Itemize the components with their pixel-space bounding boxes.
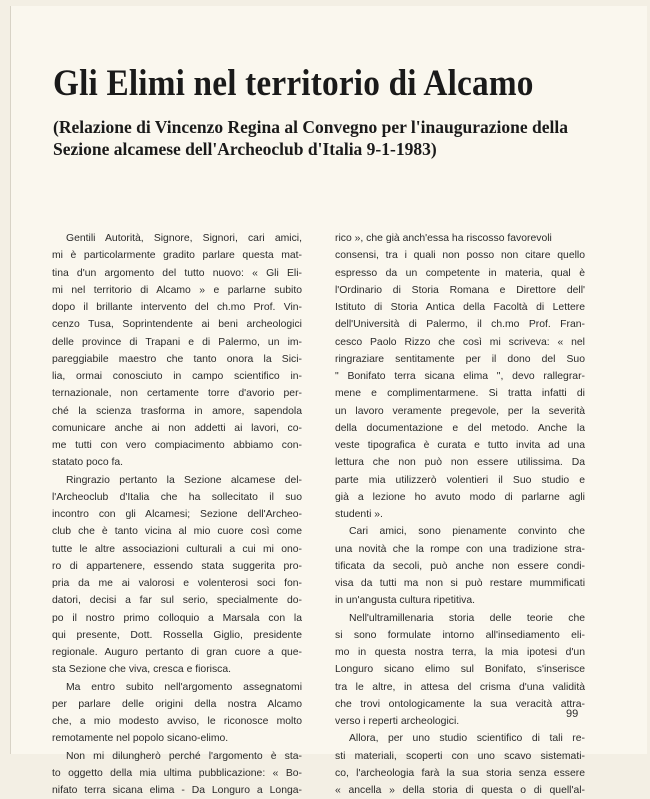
page-number: 99 <box>566 708 579 720</box>
text-line: si sono formulate intorno all'insediamento eli- <box>335 629 585 641</box>
text-line: pria da me ai valorosi e volenterosi soci fon- <box>52 578 302 589</box>
text-line: nifato terra sicana elima - Da Longuro a Longa- <box>52 785 302 796</box>
article-title: Gli Elimi nel territorio di Alcamo <box>53 63 534 104</box>
text-line: ro di appartenere, essendo stata suggerita pro- <box>52 560 302 572</box>
text-line: qui presente, Dott. Rossella Giglio, presidente <box>52 629 302 641</box>
text-line: espresso da un competente in materia, qual è <box>335 267 585 279</box>
text-line: dell'Università di Palermo, il ch.mo Prof. Fran- <box>335 319 585 331</box>
text-line: co, l'archeologia farà la sua storia senza essere <box>335 767 585 779</box>
text-line: mene e complimentarmene. Si tratta infatti di <box>335 388 585 400</box>
text-line: club che è tanto vicina al mio cuore così come <box>52 526 302 538</box>
text-line: pareggiabile maestro che tanto onora la Sici- <box>52 353 302 365</box>
text-line: che, a mio modesto avviso, le riconosce molto <box>52 716 302 727</box>
text-line: dopo il brillante intervento del ch.mo Prof. Vin- <box>52 302 302 313</box>
text-line: della documentazione e del metodo. Anche la <box>335 422 585 434</box>
text-line: tra le altre, in attesa del crisma d'una validità <box>335 681 585 693</box>
text-line: « ancella » della storia di questa o di quell'al- <box>335 785 585 796</box>
text-line: consensi, tra i quali non posso non citare quello <box>335 250 585 262</box>
text-line: " Bonifato terra sicana elima ", devo rallegrar- <box>335 371 585 382</box>
text-line: visa da tutti ma non si può restare mummificati <box>335 578 585 589</box>
text-line: cenzo Tusa, Soprintendente ai beni archeologici <box>52 319 302 331</box>
text-line: Longuro sicano elimo sul Bonifato, s'inserisce <box>335 664 585 676</box>
text-line: delle province di Trapani e di Palermo, un im- <box>52 336 302 348</box>
text-line: tina d'un argomento del tutto nuovo: « Gli Eli- <box>52 267 302 279</box>
subtitle-line: Sezione alcamese dell'Archeoclub d'Italia 9-1-1983) <box>53 139 437 159</box>
text-line: in un'angusta cultura ripetitiva. <box>335 595 476 607</box>
right-text-column <box>335 230 585 799</box>
text-line: me tutti con vero compiacimento abbiamo con- <box>52 440 302 451</box>
text-line: lia, ormai conosciuto in campo scientifico in- <box>52 371 302 382</box>
document-page <box>10 6 647 796</box>
text-line: mi nel territorio di Alcamo » e parlarne subito <box>52 284 302 296</box>
text-line: Allora, per uno studio scientifico di tali re- <box>349 733 585 745</box>
text-line: Cari amici, sono pienamente convinto che <box>349 526 585 538</box>
text-line: comunicare anche ai non addetti ai lavori, co- <box>52 422 302 434</box>
text-line: datori, decisi a far sul serio, specialmente do- <box>52 595 302 607</box>
text-line: l'Archeoclub d'Italia che ha sollecitato il suo <box>52 491 302 503</box>
text-line: tificata da secoli, può anche non essere condi- <box>335 560 585 572</box>
subtitle-line: (Relazione di Vincenzo Regina al Convegno per l'inaugurazione della <box>53 117 568 137</box>
text-line: lettura che non può non essere utilissima. Da <box>335 457 585 469</box>
text-line: studenti ». <box>335 509 383 520</box>
text-line: to oggetto della mia ultima pubblicazione: « Bo- <box>52 767 302 779</box>
text-line: mo in questa nostra terra, la mia ipotesi d'un <box>335 647 585 658</box>
text-line: l'Ordinario di Storia Romana e Direttore dell' <box>335 284 585 296</box>
article-subtitle <box>53 116 643 160</box>
text-line: rico », che già anch'essa ha riscosso favorevoli <box>335 233 552 244</box>
text-line: Ma entro subito nell'argomento assegnatomi <box>66 681 302 693</box>
text-line: che trovi ontologicamente la sua veracità attra- <box>335 698 585 710</box>
text-line: parte mia utilizzerò volentieri il Suo studio e <box>335 474 585 486</box>
text-line: un lavoro veramente pregevole, per la severità <box>335 405 585 417</box>
text-line: Gentili Autorità, Signore, Signori, cari amici, <box>66 233 302 244</box>
text-line: per parlare delle origini della nostra Alcamo <box>52 698 302 710</box>
text-line: cesco Paolo Rizzo che così mi scriveva: « nel <box>335 336 585 348</box>
text-line: già a lezione ho avuto modo di parlarne agli <box>335 491 585 503</box>
text-line: statato poco fa. <box>52 457 124 469</box>
text-line: Non mi dilungherò perché l'argomento è sta- <box>66 750 302 762</box>
text-line: veste tipografica è curata e tutto invita ad una <box>335 440 585 451</box>
text-line: tutte le altre associazioni culturali a cui mi ono- <box>52 543 302 555</box>
text-line: incontro con gli Alcamesi; Sezione dell'Archeo- <box>52 509 302 520</box>
text-line: ché la scienza trasforma in amore, sapendola <box>52 405 302 417</box>
text-line: mi è particolarmente gradito parlare questa mat- <box>52 250 302 262</box>
text-line: ternazionale, non certamente torre d'avorio per- <box>52 388 302 400</box>
text-line: po il nostro primo colloquio a Marsala con la <box>52 612 302 624</box>
text-line: regionale. Auguro pertanto di gran cuore a que- <box>52 647 302 658</box>
text-line: sta Sezione che viva, cresca e fiorisca. <box>52 664 232 676</box>
text-line: Nell'ultramillenaria storia delle teorie che <box>349 612 585 624</box>
text-line: Istituto di Storia Antica della Facoltà di Lettere <box>335 302 585 313</box>
text-line: sti materiali, scoperti con uno scavo sistemati- <box>335 750 585 762</box>
text-line: Ringrazio pertanto la Sezione alcamese del- <box>66 474 302 486</box>
text-line: ringraziare sentitamente per il dono del Suo <box>335 353 585 365</box>
text-line: remotamente nel popolo sicano-elimo. <box>52 733 229 745</box>
text-line: una novità che la rompe con una tradizione stra- <box>335 543 585 555</box>
left-text-column <box>52 230 302 799</box>
text-line: verso i reperti archeologici. <box>335 716 460 727</box>
